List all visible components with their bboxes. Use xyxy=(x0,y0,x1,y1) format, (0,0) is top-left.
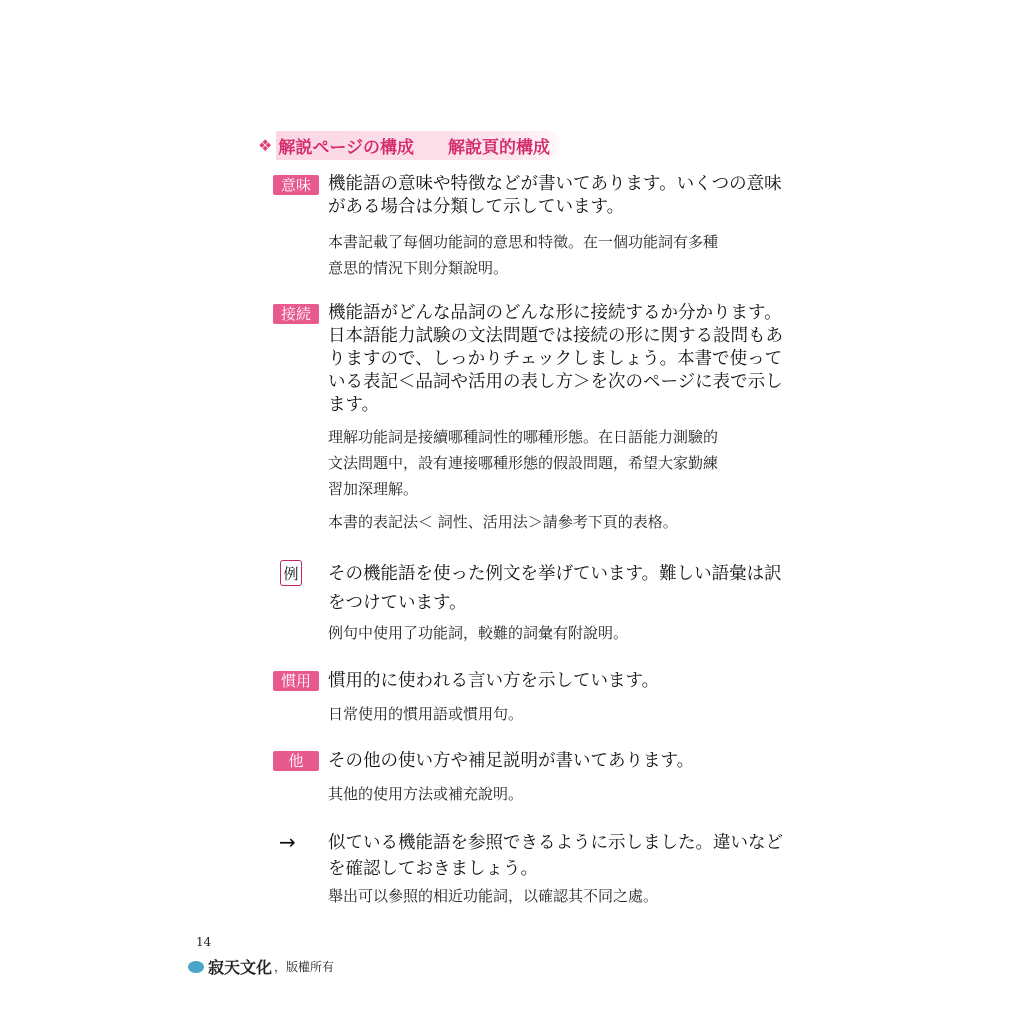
heading-zh: 解說頁的構成 xyxy=(448,137,551,158)
rights-text: ，版權所有 xyxy=(274,960,335,974)
text-line: 慣用的に使われる言い方を示しています。 xyxy=(328,671,660,691)
publisher-logo-icon xyxy=(188,961,204,973)
heading-band xyxy=(276,131,560,160)
text-line: 習加深理解。 xyxy=(328,480,419,498)
section-heading xyxy=(258,132,560,158)
example-zh-text xyxy=(328,620,788,646)
publisher-name: 寂天文化 xyxy=(208,958,273,977)
reference-jp-text xyxy=(328,830,788,882)
text-line: 似ている機能語を参照できるように示しました。違いなど xyxy=(328,833,783,853)
text-line: 本書記載了每個功能詞的意思和特徵。在一個功能詞有多種 xyxy=(328,233,719,251)
text-line: 日常使用的慣用語或慣用句。 xyxy=(328,705,524,723)
text-line: 機能語がどんな品詞のどんな形に接続するか分かります。 xyxy=(328,303,782,323)
text-line: 其他的使用方法或補充說明。 xyxy=(328,785,524,803)
text-line: 理解功能詞是接續哪種詞性的哪種形態。在日語能力測驗的 xyxy=(328,428,719,446)
diamond-bullet-icon: ❖ xyxy=(258,135,273,155)
text-line: 舉出可以參照的相近功能詞，以確認其不同之處。 xyxy=(328,887,659,905)
other-jp-text xyxy=(328,750,788,773)
idiomatic-jp-text xyxy=(328,670,788,693)
tag-idiomatic: 慣用 xyxy=(273,671,319,691)
tag-other: 他 xyxy=(273,751,319,771)
text-line: をつけています。 xyxy=(328,593,467,613)
right-arrow-icon: → xyxy=(279,830,296,854)
text-line: その機能語を使った例文を挙げています。難しい語彙は訳 xyxy=(328,564,782,584)
other-zh-text xyxy=(328,781,788,807)
text-line: 例句中使用了功能詞，較難的詞彙有附說明。 xyxy=(328,624,629,642)
text-line: 意思的情況下則分類說明。 xyxy=(328,259,509,277)
tag-meaning: 意味 xyxy=(273,175,319,195)
connection-zh-note: 本書的表記法＜ 詞性、活用法＞請參考下頁的表格。 xyxy=(328,513,678,531)
text-line: いる表記＜品詞や活用の表し方＞を次のページに表で示し xyxy=(328,372,783,392)
page-number: 14 xyxy=(196,935,212,949)
connection-zh-text xyxy=(328,424,788,502)
tag-connection: 接続 xyxy=(273,304,319,324)
meaning-jp-text xyxy=(328,173,788,219)
meaning-zh-text xyxy=(328,229,788,281)
text-line: を確認しておきましょう。 xyxy=(328,859,538,879)
text-line: 日本語能力試験の文法問題では接続の形に関する設問もあ xyxy=(328,326,783,346)
text-line: りますので、しっかりチェックしましょう。本書で使って xyxy=(328,349,783,369)
connection-jp-text xyxy=(328,302,788,417)
text-line: その他の使い方や補足説明が書いてあります。 xyxy=(328,751,695,771)
reference-zh-text xyxy=(328,883,788,909)
example-jp-text xyxy=(328,560,788,618)
tag-example: 例 xyxy=(280,560,302,586)
heading-jp: 解説ページの構成 xyxy=(278,137,415,158)
text-line: ます。 xyxy=(328,395,380,415)
text-line: がある場合は分類して示しています。 xyxy=(328,197,625,217)
text-line: 文法問題中，設有連接哪種形態的假設問題，希望大家勤練 xyxy=(328,454,719,472)
publisher-credit xyxy=(188,955,334,978)
text-line: 機能語の意味や特徴などが書いてあります。いくつの意味 xyxy=(328,174,782,194)
idiomatic-zh-text xyxy=(328,701,788,727)
